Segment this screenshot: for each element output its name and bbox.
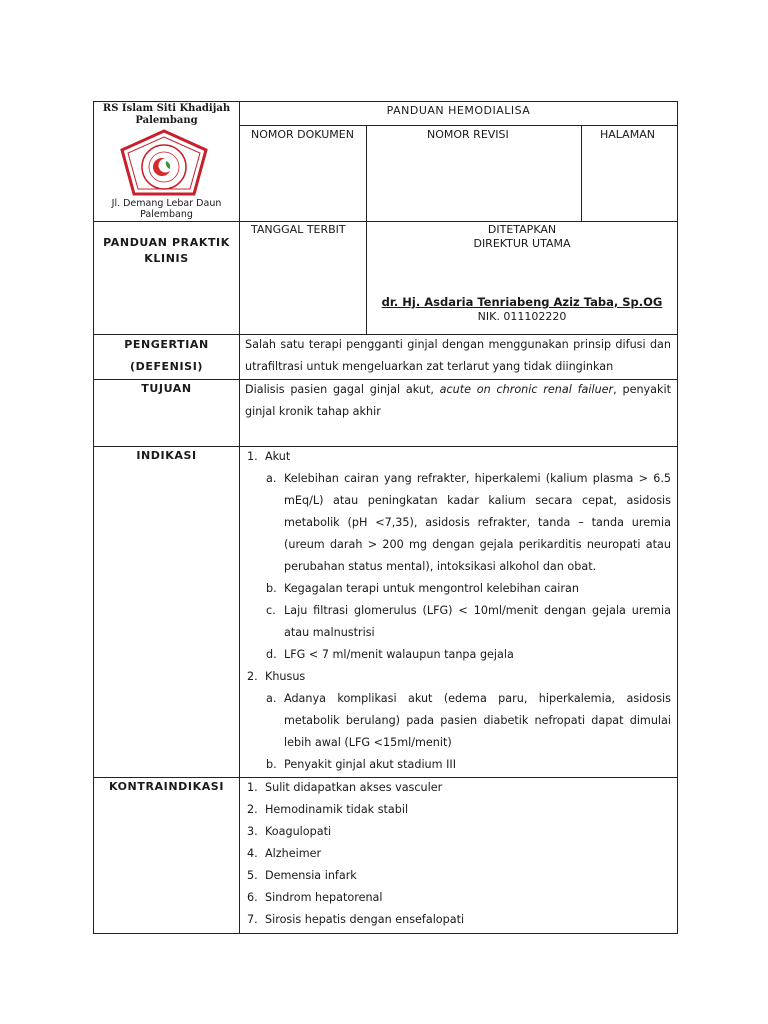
list-marker: 1. <box>247 781 258 794</box>
row-line <box>93 221 678 222</box>
nomor-dokumen-label: NOMOR DOKUMEN <box>251 128 354 141</box>
table-border-left <box>93 101 94 934</box>
list-marker: c. <box>266 604 276 617</box>
list-item: Adanya komplikasi akut (edema paru, hiperkalemia, asidosis <box>284 692 671 705</box>
pengertian-text: utrafiltrasi untuk mengeluarkan zat terlarut yang tidak diinginkan <box>245 360 614 373</box>
list-item: Khusus <box>265 670 306 683</box>
table-border-bottom <box>93 933 678 934</box>
pengertian-label: PENGERTIAN <box>124 338 209 351</box>
list-item: Akut <box>265 450 291 463</box>
signer-nik: NIK. 011102220 <box>477 310 567 323</box>
direktur-label: DIREKTUR UTAMA <box>473 237 571 250</box>
defenisi-label: (DEFENISI) <box>129 360 204 373</box>
list-marker: b. <box>266 758 277 771</box>
table-border-top <box>93 101 678 102</box>
table-border-right <box>677 101 678 934</box>
list-item: Sulit didapatkan akses vasculer <box>265 781 443 794</box>
ditetapkan-label: DITETAPKAN <box>487 223 557 236</box>
list-marker: 4. <box>247 847 258 860</box>
list-item: Alzheimer <box>265 847 322 860</box>
hospital-logo <box>118 128 210 198</box>
hospital-city: Palembang <box>135 115 198 126</box>
list-item: LFG < 7 ml/menit walaupun tanpa gejala <box>284 648 514 661</box>
row-line <box>239 125 678 126</box>
doc-type-line1: PANDUAN PRAKTIK <box>103 236 230 249</box>
list-marker: 7. <box>247 913 258 926</box>
list-marker: a. <box>266 472 277 485</box>
list-item: Penyakit ginjal akut stadium III <box>284 758 457 771</box>
address-line2: Palembang <box>140 209 193 220</box>
col-line <box>581 125 582 222</box>
list-item: lebih awal (LFG <15ml/menit) <box>284 736 452 749</box>
tujuan-label: TUJUAN <box>141 382 192 395</box>
nomor-revisi-label: NOMOR REVISI <box>427 128 509 141</box>
document-title: PANDUAN HEMODIALISA <box>386 104 531 117</box>
list-item: metabolik berulang) pada pasien diabetik nefropati dapat dimulai <box>284 714 671 727</box>
list-marker: 2. <box>247 803 258 816</box>
list-item: metabolik (pH <7,35), asidosis refrakter, tanda – tanda uremia <box>284 516 671 529</box>
tanggal-terbit-label: TANGGAL TERBIT <box>251 223 346 236</box>
list-item: atau malnustrisi <box>284 626 375 639</box>
list-item: perubahan status mental), intoksikasi alkohol dan obat. <box>284 560 597 573</box>
list-item: Laju filtrasi glomerulus (LFG) < 10ml/menit dengan gejala uremia <box>284 604 671 617</box>
tujuan-text: Dialisis pasien gagal ginjal akut, acute on chronic renal failuer, penyakit <box>245 383 671 396</box>
list-item: Sindrom hepatorenal <box>265 891 383 904</box>
list-marker: 1. <box>247 450 258 463</box>
halaman-label: HALAMAN <box>600 128 655 141</box>
list-marker: 5. <box>247 869 258 882</box>
kontraindikasi-label: KONTRAINDIKASI <box>108 780 225 793</box>
list-marker: 3. <box>247 825 258 838</box>
list-item: Koagulopati <box>265 825 332 838</box>
doc-type-line2: KLINIS <box>144 252 189 265</box>
row-line <box>93 446 678 447</box>
list-item: Hemodinamik tidak stabil <box>265 803 409 816</box>
list-item: Kegagalan terapi untuk mengontrol kelebihan cairan <box>284 582 579 595</box>
list-marker: b. <box>266 582 277 595</box>
tujuan-text: ginjal kronik tahap akhir <box>245 405 381 418</box>
list-marker: a. <box>266 692 277 705</box>
pengertian-text: Salah satu terapi pengganti ginjal dengan menggunakan prinsip difusi dan <box>245 338 671 351</box>
list-item: Demensia infark <box>265 869 357 882</box>
column-divider <box>239 101 240 934</box>
signer-name: dr. Hj. Asdaria Tenriabeng Aziz Taba, Sp.OG <box>381 295 663 309</box>
indikasi-label: INDIKASI <box>136 449 197 462</box>
list-item: (ureum darah > 200 mg dengan gejala perikarditis neuropati atau <box>284 538 671 551</box>
list-item: mEq/L) atau peningkatan kadar kalium secara cepat, asidosis <box>284 494 671 507</box>
list-marker: d. <box>266 648 277 661</box>
address-line1: Jl. Demang Lebar Daun <box>111 198 222 209</box>
list-marker: 6. <box>247 891 258 904</box>
list-marker: 2. <box>247 670 258 683</box>
list-item: Kelebihan cairan yang refrakter, hiperkalemi (kalium plasma > 6.5 <box>284 472 671 485</box>
list-item: Sirosis hepatis dengan ensefalopati <box>265 913 465 926</box>
hospital-name: RS Islam Siti Khadijah <box>102 103 231 114</box>
